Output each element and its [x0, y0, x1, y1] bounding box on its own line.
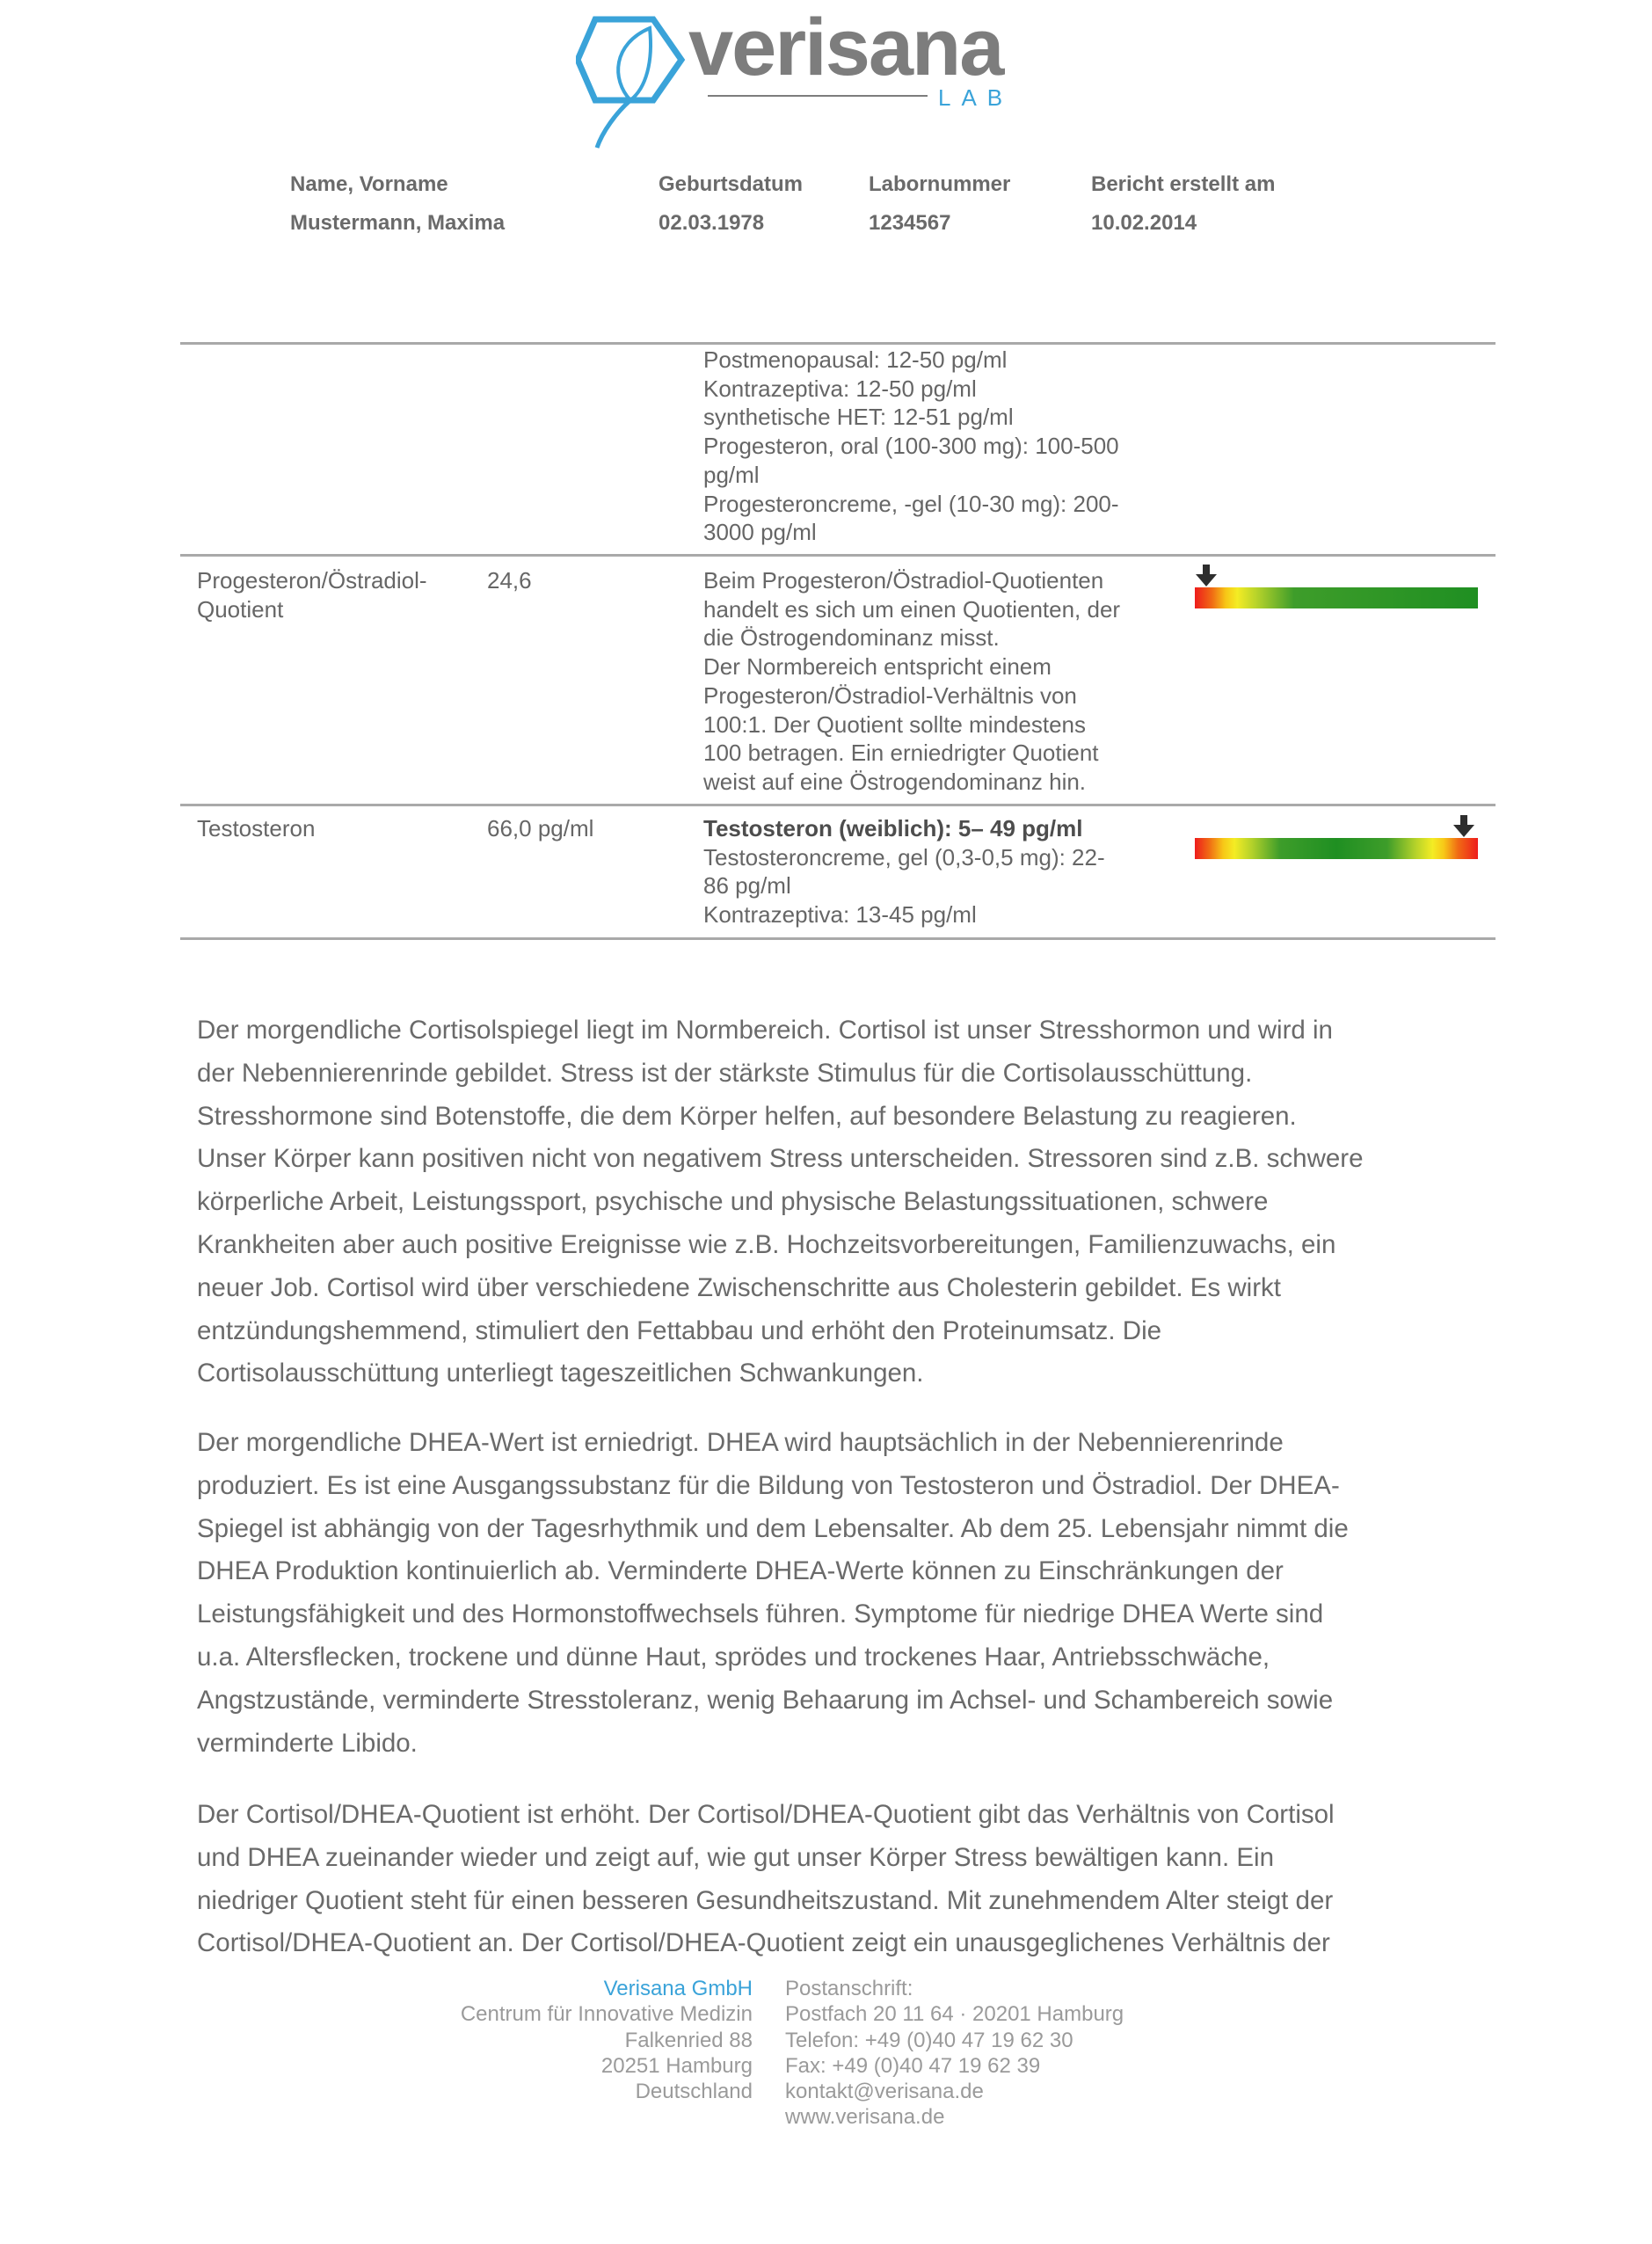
footer-address: Verisana GmbH Centrum für Innovative Medizin Falkenried 88 20251 Hamburg Deutschland — [460, 1977, 753, 2104]
table-row-value: 24,6 — [487, 567, 532, 594]
reference-line: Kontrazeptiva: 12-50 pg/ml — [703, 375, 977, 402]
logo-subtitle: LAB — [938, 84, 1014, 111]
lab-number-label: Labornummer — [869, 172, 1011, 196]
footer-website-link[interactable]: www.verisana.de — [785, 2105, 945, 2130]
range-bar — [1195, 838, 1478, 859]
table-rule-top — [180, 342, 1496, 345]
name-label: Name, Vorname — [290, 172, 448, 196]
footer-email-link[interactable]: kontakt@verisana.de — [785, 2080, 984, 2104]
report-date-label: Bericht erstellt am — [1091, 172, 1276, 196]
reference-line: Progesteron, oral (100-300 mg): 100-500 — [703, 433, 1119, 460]
paragraph-cortisol-dhea-quotient: Der Cortisol/DHEA-Quotient ist erhöht. Der Cortisol/DHEA-Quotient gibt das Verhältnis von Cortisol und DHEA zueinander wieder und zeigt auf, wie gut unser Körper Stress bewältigen kann. Ein niedriger Quotient steht für einen besseren Gesundheitszustand. Mit zunehmendem Alter steigt der Cortisol/DHEA-Quotient an. Der Cortisol/DHEA-Quotient zeigt ein unausgeglichenes Verhältnis der — [197, 1800, 1335, 1958]
footer-postal-label: Postanschrift: — [785, 1977, 913, 2000]
reference-line: 3000 pg/ml — [703, 519, 817, 546]
table-row-param: Progesteron/Östradiol- Quotient — [197, 567, 427, 623]
continuation-reference — [703, 346, 1178, 547]
logo-wordmark: verisana — [688, 3, 1003, 92]
dob-label: Geburtsdatum — [659, 172, 804, 196]
reference-line: pg/ml — [703, 461, 760, 488]
paragraph-cortisol: Der morgendliche Cortisolspiegel liegt im Normbereich. Cortisol ist unser Stresshormon und wird in der Nebennierenrinde gebildet. Stress ist der stärkste Stimulus für die Cortisolausschüttung. Stresshormone sind Botenstoffe, die dem Körper helfen, auf besondere Belastung zu reagieren. Unser Körper kann positiven nicht von negativem Stress unterscheiden. Stressoren sind z.B. schwere körperliche Arbeit, Leistungssport, psychische und physische Belastungssituationen, schwere Krankheiten aber auch positive Ereignisse wie z.B. Hochzeitsvorbereitungen, Familienzuwachs, ein neuer Job. Cortisol wird über verschiedene Zwischenschritte aus Cholesterin gebildet. Es wirkt entzündungshemmend, stimuliert den Fettabbau und erhöht den Proteinumsatz. Die Cortisolausschüttung unterliegt tageszeitlichen Schwankungen. — [197, 1016, 1364, 1388]
arrow-down-icon — [1453, 815, 1474, 838]
table-rule — [180, 554, 1496, 557]
name-value: Mustermann, Maxima — [290, 211, 506, 235]
hexagon-leaf-icon — [576, 9, 690, 149]
verisana-logo — [576, 3, 1033, 149]
reference-line: Progesteroncreme, -gel (10-30 mg): 200- — [703, 490, 1119, 517]
range-bar — [1195, 587, 1478, 608]
paragraph-dhea: Der morgendliche DHEA-Wert ist erniedrigt. DHEA wird hauptsächlich in der Nebennierenrinde produziert. Es ist eine Ausgangssubstanz für die Bildung von Testosteron und Östradiol. Der DHEA- Spiegel ist abhängig von der Tagesrhythmik und dem Lebensalter. Ab dem 25. Lebensjahr nimmt die DHEA Produktion kontinuierlich ab. Verminderte DHEA-Werte können zu Einschränkungen der Leistungsfähigkeit und des Hormonstoffwechsels führen. Symptome für niedrige DHEA Werte sind u.a. Altersflecken, trockene und dünne Haut, sprödes und trockenes Haar, Antriebsschwäche, Angstzustände, verminderte Stresstoleranz, wenig Behaarung im Achsel- und Schambereich sowie verminderte Libido. — [197, 1428, 1349, 1758]
footer-contact: Postanschrift: Postfach 20 11 64 · 20201 Hamburg Telefon: +49 (0)40 47 19 62 30 Fax: +49 (0)40 47 19 62 39 kontakt@verisana.de www.verisana.de — [785, 1977, 1124, 2130]
logo-rule — [708, 95, 928, 97]
footer-company: Verisana GmbH — [603, 1977, 753, 2000]
table-row-param: Testosteron — [197, 815, 316, 842]
reference-line: Postmenopausal: 12-50 pg/ml — [703, 346, 1008, 373]
arrow-down-icon — [1196, 565, 1217, 587]
reference-line: synthetische HET: 12-51 pg/ml — [703, 404, 1014, 431]
lab-number-value: 1234567 — [869, 211, 951, 235]
dob-value: 02.03.1978 — [659, 211, 765, 235]
table-rule — [180, 804, 1496, 806]
table-row-reference: Beim Progesteron/Östradiol-Quotienten handelt es sich um einen Quotienten, der die Östrogendominanz misst. Der Normbereich entspricht einem Progesteron/Östradiol-Verhältnis von 100:1. Der Quotient sollte mindestens 100 betragen. Ein erniedrigter Quotient weist auf eine Östrogendominanz hin. — [703, 567, 1121, 795]
table-rule-bottom — [180, 937, 1496, 940]
table-row-value: 66,0 pg/ml — [487, 815, 594, 842]
report-date-value: 10.02.2014 — [1091, 211, 1197, 235]
table-row-reference: Testosteron (weiblich): 5– 49 pg/ml Testosteroncreme, gel (0,3-0,5 mg): 22- 86 pg/ml Kontrazeptiva: 13-45 pg/ml — [703, 815, 1105, 929]
